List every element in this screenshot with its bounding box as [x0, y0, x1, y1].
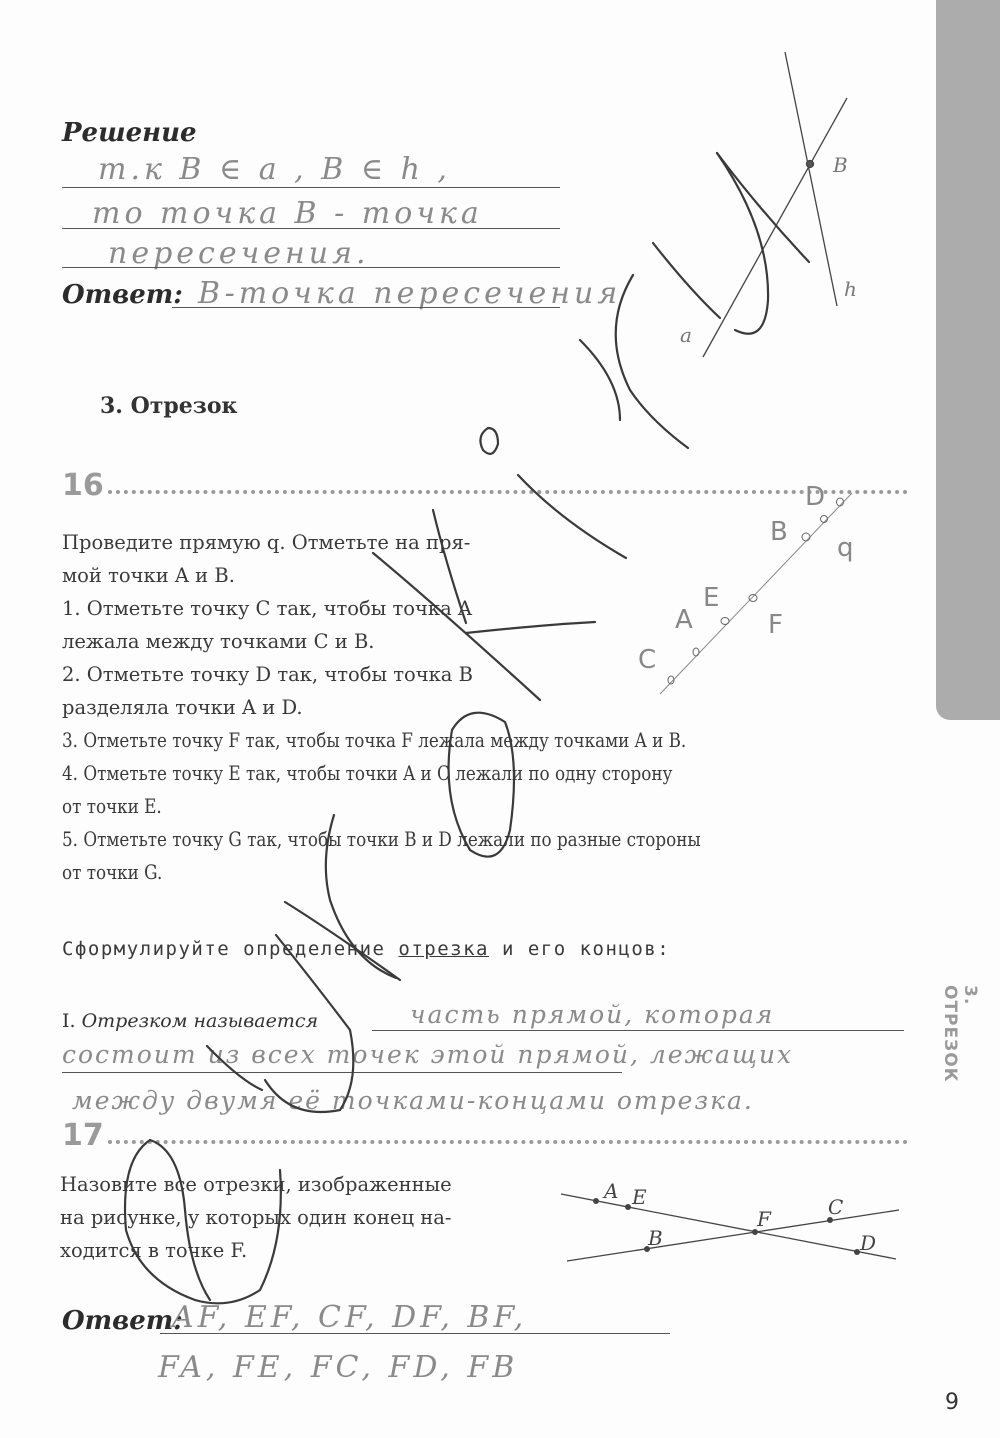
fig-label-f: F [757, 1207, 771, 1231]
task17-line-3: ходится в точке F. [60, 1239, 248, 1262]
answer-text: B-точка пересечения [198, 276, 622, 311]
graffiti-scrawl [125, 153, 809, 1303]
task17-figure [561, 1194, 899, 1261]
intro-line-2: мой точки A и B. [62, 564, 235, 587]
definition-lead: I. Отрезком называется [62, 1010, 319, 1032]
label-a-16: A [675, 605, 693, 635]
label-a: a [680, 323, 692, 347]
intersection-drawing [703, 52, 847, 357]
task-number-17: 17 [62, 1118, 104, 1153]
fig-label-e: E [632, 1185, 647, 1209]
item-5-line-1: 5. Отметьте точку G так, чтобы точки B и D лежали по разные стороны [62, 828, 701, 851]
definition-line-1: часть прямой, которая [410, 1000, 775, 1029]
task17-line-2: на рисунке, у которых один конец на- [60, 1206, 452, 1229]
label-h: h [844, 277, 857, 301]
intro-line-1: Проведите прямую q. Отметьте на пря- [62, 531, 471, 554]
label-c: C [638, 645, 657, 675]
label-e: E [703, 583, 720, 613]
term-underlined: отрезка [398, 938, 489, 960]
fig-label-a: A [604, 1179, 619, 1203]
item-5-line-2: от точки G. [62, 861, 163, 884]
item-2-line-2: разделяла точки A и D. [62, 696, 303, 719]
line-h [785, 52, 837, 306]
task17-answer-line-1: AF, EF, CF, DF, BF, [172, 1300, 528, 1335]
solution-line-3: пересечения. [108, 236, 370, 271]
item-1-line-2: лежала между точками C и B. [62, 630, 375, 653]
point-b-dot [807, 161, 814, 168]
solution-label: Решение [62, 118, 197, 148]
task17-line-1: Назовите все отрезки, изображенные [60, 1173, 452, 1196]
solution-line-2: то точка B - точка [92, 196, 483, 231]
solution-line-1: т.к B ∈ a , B ∈ h , [98, 152, 451, 187]
item-4-line-1: 4. Отметьте точку E так, чтобы точки A и C лежали по одну сторону [62, 762, 673, 785]
definition-line-2: состоит из всех точек этой прямой, лежащих [62, 1040, 794, 1069]
definition-prompt: Сформулируйте определение отрезка и его концов: [62, 938, 671, 960]
item-4-line-2: от точки E. [62, 795, 162, 818]
side-tab-label: 3. ОТРЕЗОК [940, 985, 980, 1083]
task16-drawing [660, 493, 852, 694]
fig-label-d: D [860, 1231, 877, 1255]
label-b: B [833, 153, 848, 177]
fig-label-c: C [828, 1195, 844, 1219]
task-number-16: 16 [62, 468, 104, 503]
task17-answer-line-2: FA, FE, FC, FD, FB [158, 1350, 519, 1385]
definition-line-3: между двумя её точками-концами отрезка. [72, 1086, 754, 1115]
item-2-line-1: 2. Отметьте точку D так, чтобы точка B [62, 663, 473, 686]
label-d: D [805, 482, 826, 512]
fig-label-b: B [648, 1226, 663, 1250]
line-a [703, 98, 847, 357]
item-3-line-1: 3. Отметьте точку F так, чтобы точка F лежала между точками A и B. [62, 729, 687, 752]
label-b-16: B [770, 517, 788, 547]
item-1-line-1: 1. Отметьте точку C так, чтобы точка A [62, 597, 473, 620]
label-q: q [837, 533, 854, 563]
task17-answer-label: Ответ: [62, 1306, 183, 1336]
page-number: 9 [945, 1390, 959, 1415]
answer-label: Ответ: [62, 280, 183, 310]
label-f: F [768, 610, 783, 640]
section-title: 3. Отрезок [100, 393, 238, 419]
